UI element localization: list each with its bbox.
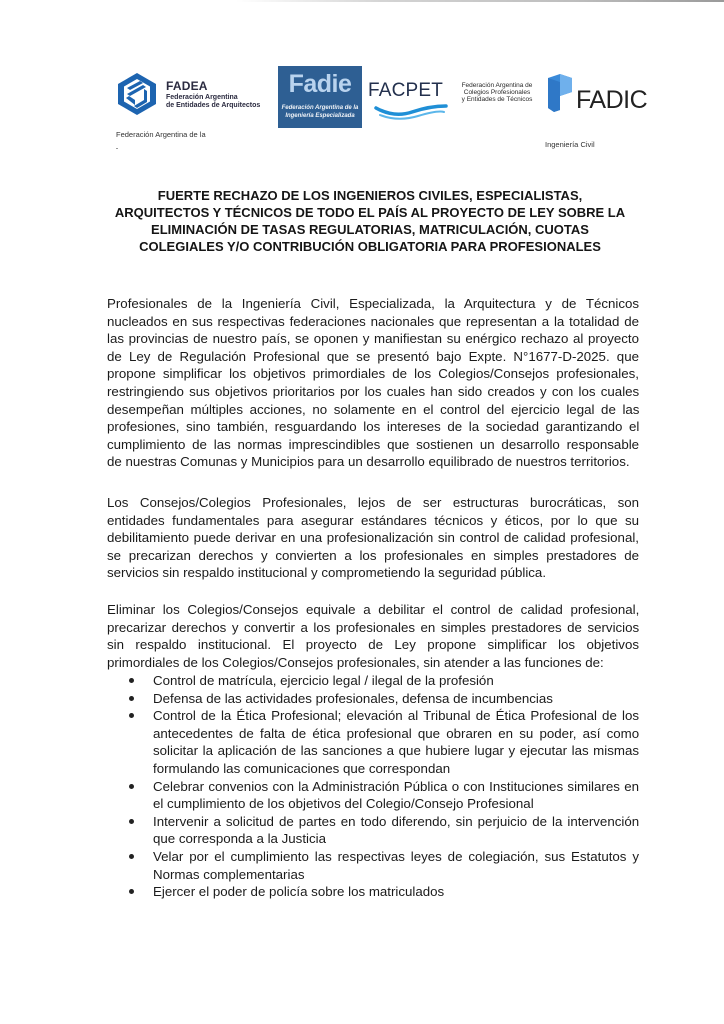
fadie-subtitle-line: Ingeniería Especializada (285, 113, 355, 119)
fadie-logo (278, 66, 362, 128)
text-line: las provincias de nuestro país, se oponen y manifiestan su enérgico rechazo al proyecto (107, 331, 639, 347)
text-line: primordiales de los Colegios/Consejos profesionales, sin atender a las funciones de: (107, 654, 604, 670)
text-line: que corresponda a la Justicia (153, 831, 326, 847)
text-line: Control de matrícula, ejercicio legal / ilegal de la profesión (153, 673, 494, 688)
text-line: Defensa de las actividades profesionales, defensa de incumbencias (153, 690, 553, 706)
text-line: Normas complementarias (153, 866, 305, 882)
text-line: Profesionales de la Ingeniería Civil, Especializada, la Arquitectura y de Técnicos (107, 296, 640, 311)
text-line: precarizar derechos y convertir a los profesionales en simples prestadores de servicios (107, 619, 640, 635)
title-line: ELIMINACIÓN DE TASAS REGULATORIAS, MATRICULACIÓN, CUOTAS (151, 222, 589, 237)
functions-list (107, 672, 639, 901)
fadea-emblem-icon (116, 72, 158, 116)
list-item (107, 778, 639, 813)
bullet-icon (129, 889, 134, 894)
fadie-subtitle (280, 104, 360, 120)
text-line: cumplimiento de las normas imprescindibles que sostienen un desarrollo responsable (107, 436, 640, 452)
bullet-icon (129, 696, 134, 701)
list-item (107, 883, 639, 901)
fadea-subtitle-line: de Entidades de Arquitectos (166, 102, 261, 109)
facpet-subtitle-line: Federación Argentina de (461, 82, 533, 89)
bullet-icon (129, 678, 134, 683)
list-item (107, 707, 639, 777)
text-line: Velar por el cumplimiento las respectivas leyes de colegiación, sus Estatutos y (153, 848, 639, 864)
fadea-logo (116, 72, 276, 116)
bullet-icon (129, 713, 134, 718)
text-line: entidades fundamentales para asegurar estándares técnicos y éticos, por lo que su (107, 512, 640, 528)
facpet-logo (366, 80, 452, 126)
text-line: de nuestras Comunas y Municipios para un desarrollo equilibrado de nuestros territorios. (107, 454, 630, 470)
fadic-name: FADIC (576, 86, 648, 114)
fadic-logo (546, 74, 656, 124)
bullet-icon (129, 784, 134, 789)
title-line: FUERTE RECHAZO DE LOS INGENIEROS CIVILES, ESPECIALISTAS, (157, 188, 583, 203)
scan-speck (116, 148, 118, 149)
wave-icon (374, 102, 448, 122)
paragraph-2 (107, 494, 639, 582)
left-caption: Federación Argentina de la (116, 130, 206, 139)
title-line: ARQUITECTOS Y TÉCNICOS DE TODO EL PAÍS AL PROYECTO DE LEY SOBRE LA (114, 205, 626, 220)
text-line: de Ley de Regulación Profesional que se presentó bajo Expte. N°1677-D-2025. que (107, 348, 639, 364)
text-line: nucleados en sus respectivas federaciones nacionales que representan a la totalidad de (107, 313, 639, 329)
document-title (100, 187, 640, 255)
text-line: restringiendo sus objetivos prioritarios por los cuales han sido creados y con los cuales (107, 383, 640, 399)
text-line: Ejercer el poder de policía sobre los matriculados (153, 884, 445, 900)
text-line: Celebrar convenios con la Administración Pública o con Instituciones similares en (153, 778, 639, 794)
fadie-subtitle-line: Federación Argentina de la (281, 105, 359, 111)
text-line: debilitamiento puede derivar en una profesionalización sin control de calidad profesional, (107, 530, 639, 546)
text-line: Los Consejos/Colegios Profesionales, lejos de ser estructuras burocráticas, son (107, 495, 640, 510)
text-line: Control de la Ética Profesional; elevación al Tribunal de Ética Profesional de los (153, 708, 639, 724)
fadea-name: FADEA (166, 79, 208, 93)
text-line: Intervenir a solicitud de partes en todo diferendo, sin perjuicio de la intervención (153, 813, 640, 829)
title-line: COLEGIALES Y/O CONTRIBUCIÓN OBLIGATORIA PARA PROFESIONALES (139, 239, 601, 254)
list-item (107, 690, 639, 708)
fadea-subtitle-line: Federación Argentina (166, 94, 238, 101)
text-line: se precarizan derechos y convierten a los profesionales en simples prestadores de (107, 547, 639, 563)
paragraph-1 (107, 295, 639, 471)
facpet-subtitle-line: y Entidades de Técnicos (461, 96, 533, 103)
letterhead (0, 62, 724, 162)
fadea-subtitle (166, 94, 260, 110)
list-item (107, 813, 639, 848)
text-line: formulando las comunicaciones que correspondan (153, 760, 451, 776)
fadie-name: Fadie (288, 70, 352, 98)
text-line: sin respaldo institucional. El proyecto de Ley propone simplificar los objetivos (107, 637, 639, 653)
text-line: desempeñan múltiples acciones, no solamente en el control del ejercicio legal de las (107, 401, 640, 417)
paragraph-3 (107, 601, 639, 671)
scan-edge (236, 0, 724, 2)
text-line: servicios sin respaldo institucional y comprometiendo la seguridad pública. (107, 565, 547, 581)
right-caption: Ingeniería Civil (545, 140, 595, 149)
facpet-subtitle (452, 82, 542, 103)
text-line: profesiones, sino también, resguardando los intereses de la sociedad garantizando el (107, 419, 640, 435)
text-line: antecedentes de falta de ética profesional que obraren en su poder, así como (153, 725, 640, 741)
facpet-subtitle-line: Colegios Profesionales (463, 89, 531, 96)
facpet-name: FACPET (368, 80, 444, 101)
text-line: Eliminar los Colegios/Consejos equivale a debilitar el control de calidad profesional, (107, 602, 640, 617)
bullet-icon (129, 854, 134, 859)
text-line: solicitar la aplicación de las sanciones a que hubiere lugar y ejecutar las mismas (153, 743, 639, 759)
text-line: el cumplimiento de los objetivos del Colegio/Consejo Profesional (153, 796, 534, 812)
fadic-emblem-icon (546, 74, 574, 114)
bullet-icon (129, 819, 134, 824)
text-line: propone simplificar los objetivos primordiales de los Colegios/Consejos profesionales, (107, 366, 639, 382)
list-item (107, 672, 639, 690)
list-item (107, 848, 639, 883)
